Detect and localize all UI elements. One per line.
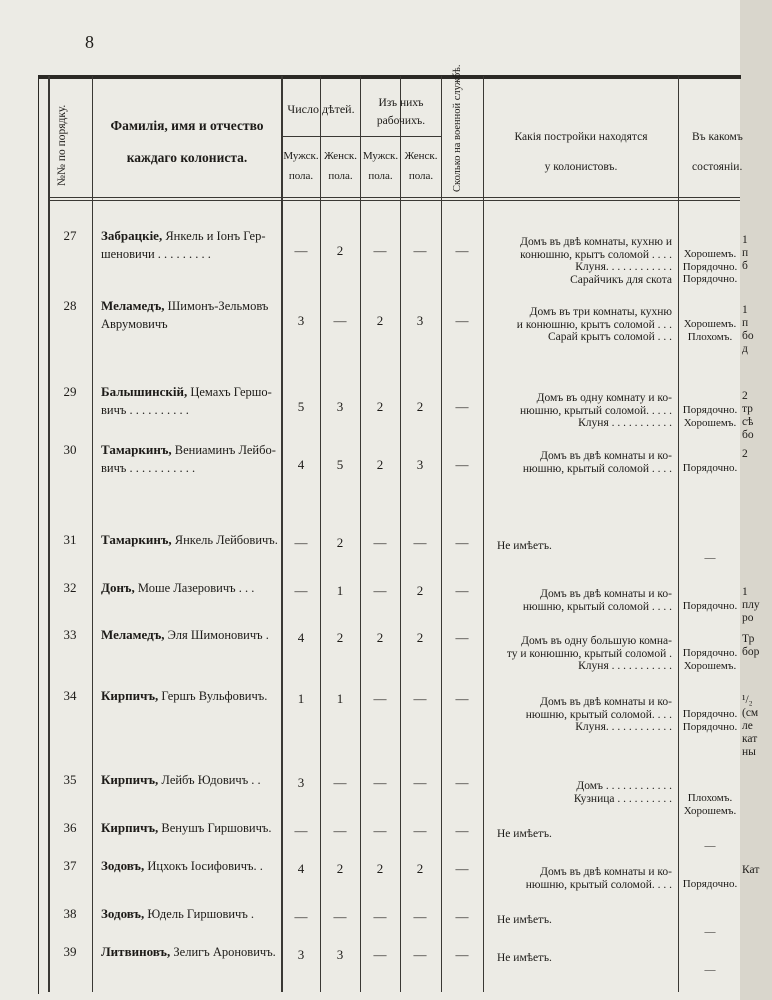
colonist-surname: Зодовъ, [101,906,145,921]
state-line: Хорошемъ. [683,248,737,260]
state-line: Хорошемъ. [683,804,737,817]
building-state [680,792,740,817]
children-female: 2 [336,243,344,258]
state-line: Плохомъ. [687,792,733,804]
colonist-surname: Литвиновъ, [101,944,171,959]
fragment-line: тр [742,403,753,415]
building-line: нюшню, крытый соломой. . . . . [520,404,672,417]
row-number: 38 [63,906,77,921]
state-line: Порядочно. [682,260,738,273]
colonist-name [101,383,272,419]
header-workers-male: Мужск. пола. [362,150,399,182]
workers-male: — [373,691,387,706]
next-column-fragment [742,304,754,356]
workers-male: — [373,823,387,838]
colonist-name [101,297,268,333]
military-service: — [455,775,469,790]
state-line: Порядочно. [682,720,738,733]
colonist-surname: Донъ, [101,580,135,595]
workers-male: 2 [376,313,384,328]
row-number: 37 [63,858,77,873]
building-line: Клуня. . . . . . . . . . . . [575,721,672,733]
building-state [680,878,740,891]
fragment-line: Тр [742,633,755,645]
workers-female: — [413,775,427,790]
buildings [484,866,672,891]
colonist-given-name: Юдель Гиршовичъ . [144,907,255,921]
next-column-fragment [742,390,754,442]
row-number: 30 [63,442,77,457]
children-male: — [294,535,308,550]
building-line: Домъ въ двѣ комнаты и ко- [540,866,672,878]
workers-female: — [413,691,427,706]
fragment-line: ¹/₂ [742,694,753,706]
building-state [680,840,740,853]
header-children-female: Женск. пола. [323,150,358,182]
military-service: — [455,583,469,598]
buildings [484,588,672,613]
military-service: — [455,691,469,706]
building-line: Сарай крытъ соломой . . . [548,331,672,343]
fragment-line: д [742,343,748,355]
buildings [497,914,685,927]
colonist-given-name: Янкель и Іонъ Гер- [162,229,266,243]
building-state [680,318,740,343]
workers-female: 3 [416,457,424,472]
colonist-surname: Балышинскій, [101,384,188,399]
header-children-male: Мужск. пола. [283,150,319,182]
fragment-line: 1 [742,586,748,598]
colonist-name [101,771,261,789]
colonist-surname: Кирпичъ, [101,772,159,787]
workers-female: — [413,243,427,258]
buildings [484,635,672,673]
workers-female: 2 [416,399,424,414]
next-column-fragment [742,234,748,273]
workers-male: 2 [376,630,384,645]
header-bottom-rule [48,197,740,198]
workers-male: 2 [376,861,384,876]
children-male: 5 [297,399,305,414]
building-state [680,964,740,977]
state-line: Хорошемъ. [683,416,737,429]
building-line: Домъ въ двѣ комнаты, кухню и [520,236,672,248]
military-service: — [455,630,469,645]
fragment-line: сѣ [742,416,754,428]
state-line: — [704,964,716,976]
colonist-given-name: Цемахъ Гершо- [187,385,272,399]
col-rule [483,76,484,992]
colonist-given-name: Эля Шимоновичъ . [164,628,269,642]
state-line: Порядочно. [682,273,738,285]
colonist-surname: Зодовъ, [101,858,145,873]
col-rule [441,76,442,992]
colonist-given-name: Зелигъ Ароновичъ. [170,945,276,959]
state-line: Порядочно. [682,878,738,890]
building-state [680,600,740,613]
fragment-line: бо [742,330,754,342]
children-female: 5 [336,457,344,472]
colonist-surname: Меламедъ, [101,298,165,313]
fragment-line: 2 [742,448,748,460]
children-female: 2 [336,535,344,550]
colonist-name [101,441,276,477]
building-line: Домъ въ двѣ комнаты и ко- [540,696,672,708]
building-line: Не имѣетъ. [497,540,552,552]
fragment-line: 2 [742,390,748,402]
header-state: Въ какомъ состояніи. [692,131,743,173]
row-number: 39 [63,944,77,959]
colonist-name [101,943,276,961]
building-line: Клуня . . . . . . . . . . . [578,417,672,429]
row-number: 36 [63,820,77,835]
state-line: Порядочно. [682,647,738,659]
building-line: Сарайчикъ для скота [570,273,672,286]
children-male: — [294,909,308,924]
children-female: 3 [336,399,344,414]
col-rule [678,76,679,992]
workers-female: 2 [416,861,424,876]
buildings [484,306,672,344]
workers-male: — [373,775,387,790]
header-workers-female: Женск. пола. [404,150,438,182]
fragment-line: плу [742,599,760,611]
colonist-given-name: Янкель Лейбовичъ. [171,533,278,547]
buildings [484,696,672,734]
colonist-name [101,819,272,837]
fragment-line: кат [742,733,758,745]
military-service: — [455,947,469,962]
building-line: Домъ въ три комнаты, кухню [529,306,672,318]
state-line: Порядочно. [682,404,738,416]
colonist-name [101,687,267,705]
building-state [680,926,740,939]
building-line: Домъ въ двѣ комнаты и ко- [540,450,672,462]
workers-male: — [373,909,387,924]
header-bottom-rule-double [48,200,740,201]
colonist-given-name-cont: шеновичи . . . . . . . . . [101,247,211,261]
building-state [680,708,740,733]
fragment-line: 1 [742,234,748,246]
building-line: Кузница . . . . . . . . . . [573,792,672,805]
fragment-line: ны [742,746,756,758]
page-number: 8 [85,32,94,52]
colonist-name [101,531,278,549]
state-line: Порядочно. [682,600,738,612]
state-line: Порядочно. [682,462,738,474]
colonist-name [101,579,254,597]
colonist-given-name: Ицхокъ Іосифовичъ. . [144,859,263,873]
children-female: — [333,823,347,838]
workers-female: — [413,947,427,962]
workers-male: — [373,535,387,550]
row-number: 35 [63,772,77,787]
colonist-surname: Кирпичъ, [101,688,159,703]
colonist-surname: Кирпичъ, [101,820,159,835]
header-children: Число дѣтей. [287,102,355,116]
fragment-line: ле [742,720,753,732]
building-line: Не имѣетъ. [497,828,552,840]
workers-male: — [373,947,387,962]
fragment-line: (см [742,707,759,719]
children-female: — [333,775,347,790]
building-line: нюшню, крытый соломой . . . . [522,462,672,475]
next-column-fragment [742,633,759,659]
colonist-given-name: Моше Лазеровичъ . . . [134,581,255,595]
building-line: ту и конюшню, крытый соломой . [506,647,672,660]
colonist-given-name: Шимонъ-Зельмовъ [164,299,269,313]
col-rule [48,76,50,992]
col-rule [360,76,361,992]
next-column-fragment [742,448,748,461]
workers-male: — [373,243,387,258]
children-female: — [333,313,347,328]
building-line: конюшню, крытъ соломой . . . . [520,248,672,261]
workers-female: 3 [416,313,424,328]
row-number: 28 [63,298,77,313]
fragment-line: бор [742,646,760,658]
military-service: — [455,457,469,472]
colonist-given-name: Венушъ Гиршовичъ. [158,821,272,835]
row-number: 31 [63,532,77,547]
children-male: 3 [297,313,305,328]
children-male: 1 [297,691,305,706]
colonist-name [101,905,254,923]
workers-female: — [413,823,427,838]
fragment-line: 1 [742,304,748,316]
children-male: 3 [297,947,305,962]
buildings [497,952,685,965]
building-line: Клуня . . . . . . . . . . . [578,660,672,672]
building-line: нюшню, крытый соломой. . . . [525,708,672,721]
building-line: Не имѣетъ. [497,952,552,964]
header-no: №№ по порядку. [56,104,68,186]
colonist-given-name-cont: вичъ . . . . . . . . . . [101,403,189,417]
building-line: нюшню, крытый соломой . . . . [522,600,672,613]
colonist-given-name: Гершъ Вульфовичъ. [158,689,268,703]
row-number: 27 [63,228,77,243]
workers-male: 2 [376,457,384,472]
building-state [680,248,740,286]
military-service: — [455,861,469,876]
workers-female: 2 [416,630,424,645]
children-male: 4 [297,861,305,876]
building-line: Домъ . . . . . . . . . . . . [576,780,672,792]
col-rule [92,76,93,992]
state-line: — [704,552,716,564]
col-rule [320,76,321,992]
military-service: — [455,909,469,924]
next-column-fragment [742,864,759,877]
buildings [484,450,672,475]
colonist-given-name: Лейбъ Юдовичъ . . [158,773,261,787]
military-service: — [455,535,469,550]
fragment-line: бо [742,429,754,441]
workers-female: — [413,909,427,924]
row-number: 29 [63,384,77,399]
building-line: Не имѣетъ. [497,914,552,926]
children-female: 3 [336,947,344,962]
row-number: 33 [63,627,77,642]
children-male: — [294,243,308,258]
fragment-line: п [742,247,749,259]
buildings [484,392,672,430]
header-buildings: Какія постройки находятся у колонистовъ. [514,131,648,173]
fragment-line: б [742,260,748,272]
building-line: Домъ въ двѣ комнаты и ко- [540,588,672,600]
military-service: — [455,823,469,838]
building-line: и конюшню, крытъ соломой . . . [516,318,672,331]
header-military: Сколько на военной службѣ. [452,64,463,192]
fragment-line: п [742,317,749,329]
colonist-surname: Тамаркинъ, [101,442,172,457]
col-rule [400,76,401,992]
colonist-name [101,227,265,263]
colonist-surname: Забрацкіе, [101,228,163,243]
children-female: 1 [336,583,344,598]
state-line: Хорошемъ. [683,659,737,672]
workers-female: 2 [416,583,424,598]
children-female: — [333,909,347,924]
colonist-surname: Тамаркинъ, [101,532,172,547]
colonist-name [101,857,263,875]
colonist-given-name: Вениаминъ Лейбо- [171,443,276,457]
state-line: Плохомъ. [687,330,733,343]
colonist-given-name-cont: вичъ . . . . . . . . . . . [101,461,196,475]
next-column-fragment [742,586,760,625]
military-service: — [455,243,469,258]
children-male: — [294,583,308,598]
workers-male: — [373,583,387,598]
building-state [680,647,740,672]
state-line: Порядочно. [682,708,738,720]
header-rule [281,136,441,137]
building-line: Домъ въ одну комнату и ко- [536,392,672,404]
children-female: 1 [336,691,344,706]
workers-female: — [413,535,427,550]
col-rule [281,76,283,992]
row-number: 32 [63,580,77,595]
state-line: — [704,840,716,852]
children-male: — [294,823,308,838]
children-female: 2 [336,861,344,876]
military-service: — [455,313,469,328]
colonist-given-name-cont: Аврумовичъ [101,317,168,331]
children-female: 2 [336,630,344,645]
building-state [680,404,740,429]
buildings [497,828,685,841]
buildings [497,540,685,553]
row-number: 34 [63,688,77,703]
military-service: — [455,399,469,414]
building-line: Домъ въ одну большую комна- [521,635,672,647]
building-line: Клуня. . . . . . . . . . . . [575,261,672,273]
buildings [484,236,672,286]
colonist-name [101,626,269,644]
colonist-surname: Меламедъ, [101,627,165,642]
children-male: 4 [297,457,305,472]
next-column-fragment [742,694,758,759]
header-name: Фамилія, имя и отчество каждаго колониста. [110,118,264,165]
workers-male: 2 [376,399,384,414]
children-male: 4 [297,630,305,645]
buildings [484,780,672,805]
children-male: 3 [297,775,305,790]
building-state [680,462,740,475]
state-line: — [704,926,716,938]
fragment-line: ро [742,612,754,624]
building-line: нюшню, крытый соломой. . . . [525,878,672,891]
state-line: Хорошемъ. [683,318,737,330]
fragment-line: Кат [742,864,760,876]
header-workers: Изъ нихъ рабочихъ. [376,97,426,127]
building-state [680,552,740,565]
